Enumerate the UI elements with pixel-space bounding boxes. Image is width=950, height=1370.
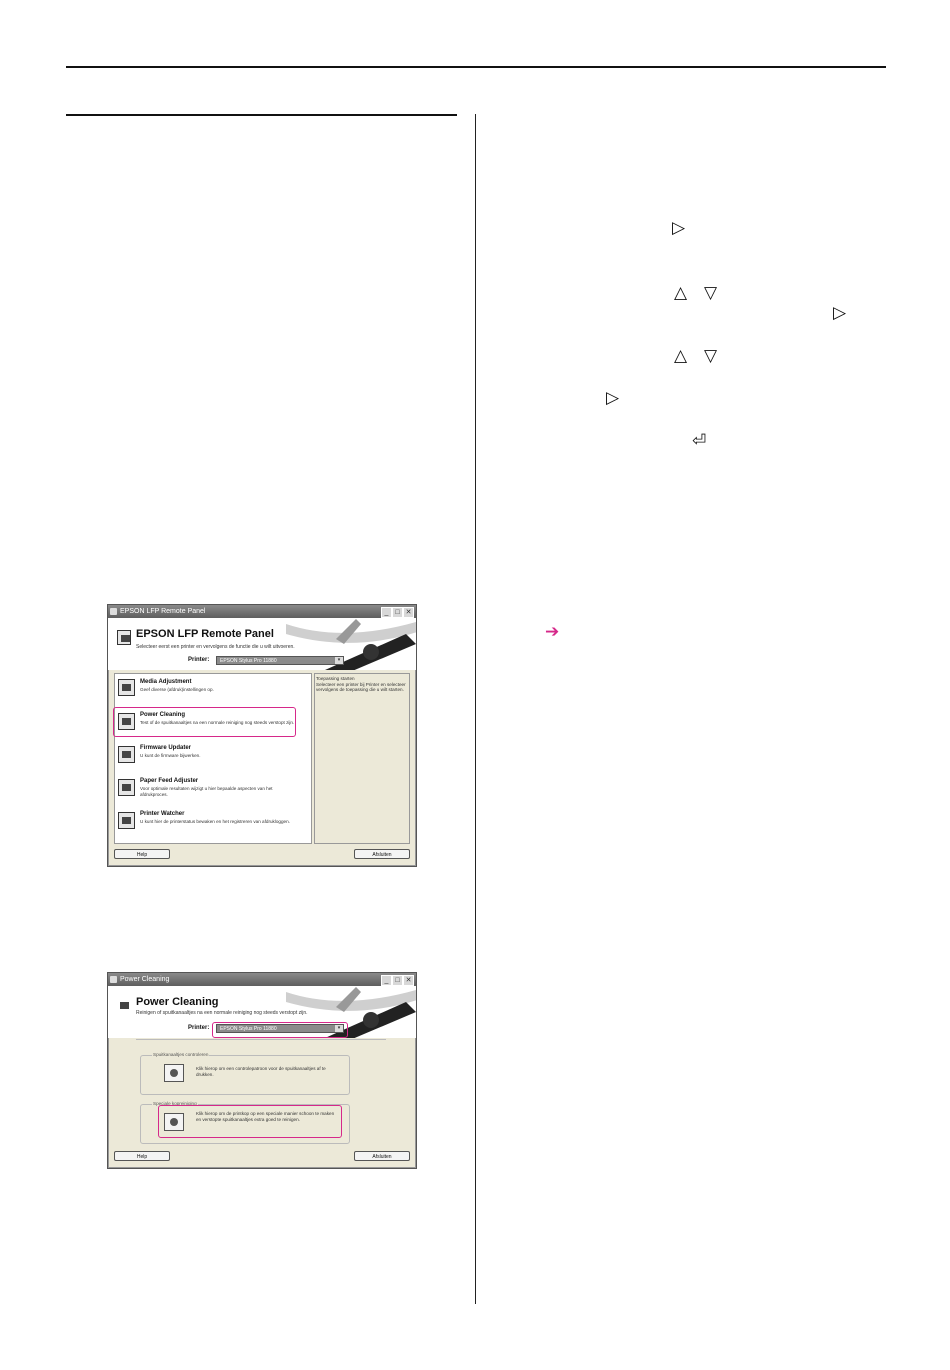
item-desc: Voor optimale resultaten wijzigt u hier bepaalde aspecten van het afdrukproces. [140,786,273,797]
column-divider [475,114,476,1304]
group-text: Klik hierop om een controlepatroon voor de spuitkanaaltjes af te drukken. [196,1066,326,1077]
close-window-button[interactable]: ✕ [403,607,414,618]
right-arrow-icon: ▷ [833,303,847,323]
maximize-button[interactable]: □ [392,607,403,618]
printer-select-value: EPSON Stylus Pro 11880 [220,658,277,664]
app-heading: Power Cleaning [136,996,219,1008]
help-button[interactable]: Help [114,1151,170,1161]
item-desc: Test of de spuitkanaaltjes na een normale reiniging nog steeds verstopt zijn. [140,720,295,725]
down-arrow-icon: ▽ [704,346,718,366]
item-printer-watcher[interactable]: Printer Watcher [140,811,185,817]
paper-feed-icon [118,779,135,796]
description-panel [314,673,410,844]
item-desc: U kunt de firmware bijwerken. [140,753,201,758]
group-label: Spuitkanaaltjes controleren [153,1052,209,1057]
right-arrow-icon: ▷ [672,218,686,238]
item-media-adjustment[interactable]: Media Adjustment [140,679,192,685]
down-arrow-icon: ▽ [704,283,718,303]
right-arrow-icon: ▷ [606,388,620,408]
printer-select-value: EPSON Stylus Pro 11880 [220,1026,277,1032]
firmware-updater-icon [118,746,135,763]
enter-icon: ⏎ [692,431,707,451]
minimize-button[interactable]: _ [381,607,392,618]
reference-arrow-icon: ➔ [545,622,560,642]
description-text: Toepassing starten Selecteer een printer bij Printer en selecteer vervolgens de toepassing die u wilt starten. [316,676,406,692]
printer-label: Printer: [188,1025,210,1031]
app-icon [110,976,117,983]
group-text: Klik hierop om de printkop op een speciale manier schoon te maken en verstopte spuitkanaaltjes extra goed te reinigen. [196,1111,335,1122]
app-subtitle: Selecteer eerst een printer en vervolgens de functie die u wilt uitvoeren. [136,644,295,650]
app-heading: EPSON LFP Remote Panel [136,628,274,640]
up-arrow-icon: △ [674,346,688,366]
title-bar [108,973,416,986]
function-list [114,673,312,844]
chevron-down-icon: ▾ [335,1025,343,1032]
printer-select[interactable] [216,656,344,665]
close-button[interactable]: Afsluiten [354,1151,410,1161]
item-desc: U kunt hier de printerstatus bewaken en het registreren van afdrukloggen. [140,819,290,824]
media-adjustment-icon [118,679,135,696]
minimize-button[interactable]: _ [381,975,392,986]
remote-panel-logo-icon [117,630,131,645]
item-desc: Geef diverse (afdruk)instellingen op. [140,687,214,692]
item-paper-feed-adjuster[interactable]: Paper Feed Adjuster [140,778,199,784]
power-cleaning-window [107,972,417,1169]
window-title: Power Cleaning [120,976,170,983]
printer-select-highlight [212,1022,348,1038]
header-rule [66,66,886,68]
close-button[interactable]: Afsluiten [354,849,410,859]
app-subtitle: Reinigen of spuitkanaaltjes na een normale reiniging nog steeds verstopt zijn. [136,1010,308,1016]
nozzle-check-button[interactable] [164,1064,184,1082]
title-bar [108,605,416,618]
maximize-button[interactable]: □ [392,975,403,986]
close-window-button[interactable]: ✕ [403,975,414,986]
section-rule [66,114,457,116]
help-button[interactable]: Help [114,849,170,859]
printer-label: Printer: [188,657,210,663]
printer-watcher-icon [118,812,135,829]
power-cleaning-highlight [158,1105,342,1138]
app-icon [110,608,117,615]
item-power-cleaning[interactable]: Power Cleaning [140,712,186,718]
window-title: EPSON LFP Remote Panel [120,608,206,615]
power-cleaning-highlight [113,707,296,737]
chevron-down-icon: ▾ [335,657,343,664]
up-arrow-icon: △ [674,283,688,303]
header-banner [108,618,416,670]
item-firmware-updater[interactable]: Firmware Updater [140,745,192,751]
divider [136,1039,386,1040]
power-cleaning-icon [117,998,131,1010]
remote-panel-window [107,604,417,867]
group-label: Speciale kopreiniging [153,1101,197,1106]
